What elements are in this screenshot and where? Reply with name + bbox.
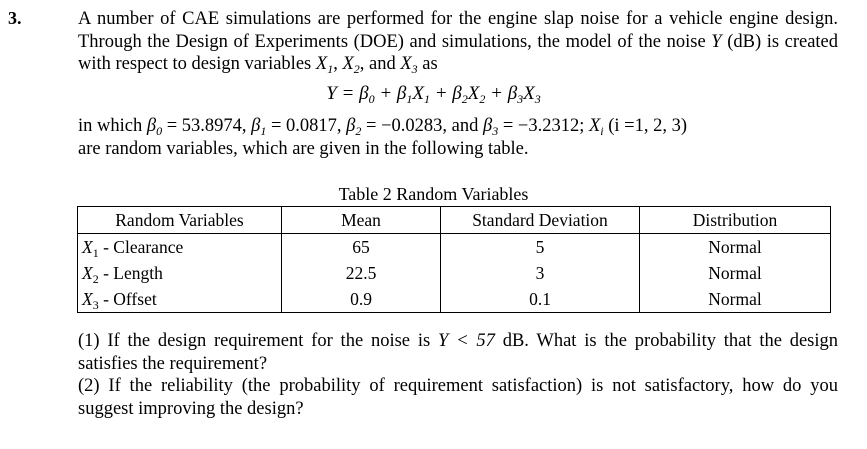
question-parts — [78, 330, 838, 420]
beta2-value: −0.0283 — [381, 116, 443, 136]
random-variables-table — [77, 206, 831, 313]
mean-cell: 22.5 — [282, 260, 441, 286]
beta3-value: −3.2312 — [517, 116, 580, 136]
sd-cell: 5 — [441, 234, 640, 261]
regression-equation: $Y = \beta_0 + \beta_1X_1 + \beta_2X_2 + \beta_3X_3$ — [326, 83, 541, 106]
header-random-variables: Random Variables — [78, 207, 282, 234]
mean-cell: 65 — [282, 234, 441, 261]
design-var-2: $X_2$ — [342, 54, 360, 76]
distribution-cell: Normal — [640, 234, 831, 261]
question-intro: A number of CAE simulations are performed for the engine slap noise for a vehicle engine design. Through the Design of Experiments (DOE) and simulations, the model of the noise Y (dB) is created with respect to design variables $X_1$, $X_2$, and $X_3$ as — [78, 9, 839, 76]
variable-cell: $X_2$ - Length — [78, 260, 282, 286]
part-1-tail: dB. What is the probability that the design satisfies the requirement? — [78, 331, 839, 374]
question-number: 3. — [8, 8, 22, 28]
part-2-text: (2) If the reliability (the probability of requirement satisfaction) is not satisfactory, how do you suggest improving the design? — [78, 376, 838, 419]
variable-cell: $X_1$ - Clearance — [78, 234, 282, 261]
distribution-cell: Normal — [640, 286, 831, 313]
table-header-row — [78, 207, 831, 234]
table-row — [78, 260, 831, 286]
beta1-value: 0.0817 — [286, 116, 337, 136]
header-mean: Mean — [282, 207, 441, 234]
sd-cell: 0.1 — [441, 286, 640, 313]
index-note: (i =1, 2, 3) — [608, 116, 688, 136]
part-1-condition: Y < 57 — [437, 331, 495, 351]
beta0-value: 53.8974 — [181, 116, 242, 136]
intro-text: A number of CAE simulations are performed for the engine slap noise for a vehicle engine design. Through the Design of Experiments (DOE) and simulations, the model of the noise — [78, 9, 838, 52]
part-1-text: (1) If the design requirement for the noise is — [78, 331, 431, 351]
noise-variable: Y — [711, 31, 722, 52]
as-word: as — [422, 54, 438, 74]
and-word: and — [369, 54, 396, 74]
table-caption: Table 2 Random Variables — [338, 184, 529, 204]
coef-prefix: in which — [78, 116, 143, 136]
table-row — [78, 286, 831, 313]
mean-cell: 0.9 — [282, 286, 441, 313]
variable-cell: $X_3$ - Offset — [78, 286, 282, 313]
design-var-1: $X_1$ — [315, 54, 334, 76]
random-variables-line: are random variables, which are given in the following table. — [78, 138, 529, 159]
sd-cell: 3 — [441, 260, 640, 286]
table-row — [78, 234, 831, 261]
distribution-cell: Normal — [640, 260, 831, 286]
header-distribution: Distribution — [640, 207, 831, 234]
header-standard-deviation: Standard Deviation — [441, 207, 640, 234]
coefficient-paragraph: in which $\beta_0 = 53.8974$, $\beta_1 = 0.0817$, $\beta_2 = -0.0283$, and $\beta_3 = -3.2312$; $X_i$ (i =1, 2, 3) are random variables, which are given in the following table. — [78, 116, 688, 159]
design-var-3: $X_3$ — [400, 54, 418, 76]
intro-tail: (dB) is created with respect to design variables — [78, 31, 839, 74]
